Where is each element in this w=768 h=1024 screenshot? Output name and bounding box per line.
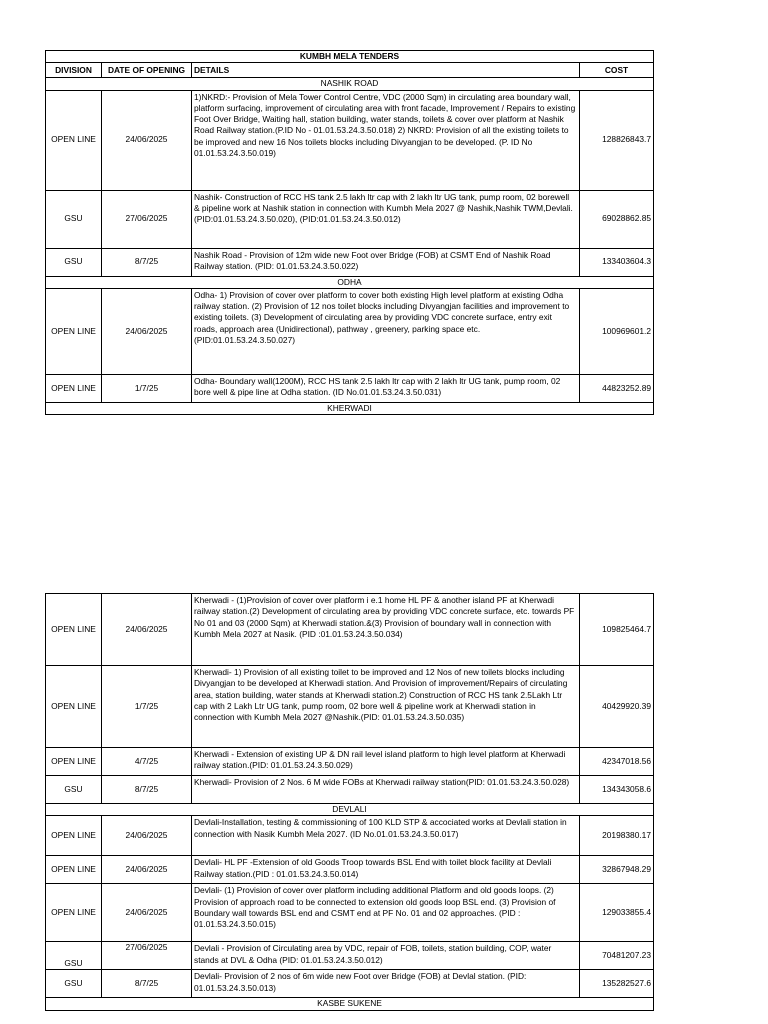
- table-row: [46, 856, 654, 884]
- division-cell: OPEN LINE: [46, 90, 102, 190]
- details-cell: Kherwadi- 1) Provision of all existing toilet to be improved and 12 Nos of new toilets blocks including Divyangjan to be developed at Kherwadi station. And Provision of improvement/Repairs of circulating area, station building, water stands at Kherwadi station.2) Construction of RCC HS tank 2.5Lakh Ltr cap with 2 Lakh Ltr UG tank, pump room, 02 bore well & pipeline work at Kherwadi station in connection with Kumbh Mela 2027 @Nashik.(PID: 01.01.53.24.3.50.035): [192, 666, 580, 748]
- table-row: [46, 942, 654, 970]
- date-cell: 24/06/2025: [102, 856, 192, 884]
- date-cell: 27/06/2025: [102, 190, 192, 248]
- cost-cell: 133403604.3: [580, 248, 654, 276]
- table-row: [46, 776, 654, 804]
- header-date: DATE OF OPENING: [102, 63, 192, 78]
- date-cell: 8/7/25: [102, 776, 192, 804]
- cost-cell: 44823252.89: [580, 374, 654, 402]
- table-row: [46, 970, 654, 998]
- division-cell: GSU: [46, 776, 102, 804]
- division-cell: OPEN LINE: [46, 594, 102, 666]
- details-cell: Devlali-Installation, testing & commissioning of 100 KLD STP & accociated works at Devlali station in connection with Nasik Kumbh Mela 2027. (ID No.01.01.53.24.3.50.017): [192, 816, 580, 856]
- date-cell: 24/06/2025: [102, 884, 192, 942]
- date-cell: 1/7/25: [102, 666, 192, 748]
- details-cell: Kherwadi - Extension of existing UP & DN rail level island platform to high level platform at Kherwadi railway station.(PID: 01.01.53.24.3.50.029): [192, 748, 580, 776]
- cost-cell: 109825464.7: [580, 594, 654, 666]
- date-cell: 24/06/2025: [102, 288, 192, 374]
- division-cell: OPEN LINE: [46, 666, 102, 748]
- details-cell: Kherwadi- Provision of 2 Nos. 6 M wide FOBs at Kherwadi railway station(PID: 01.01.53.24.3.50.028): [192, 776, 580, 804]
- section-devlali: DEVLALI: [46, 804, 654, 816]
- cost-cell: 42347018.56: [580, 748, 654, 776]
- division-cell: GSU: [46, 190, 102, 248]
- division-cell: OPEN LINE: [46, 288, 102, 374]
- details-cell: Kherwadi - (1)Provision of cover over platform i e.1 home HL PF & another island PF at Kherwadi railway station.(2) Development of circulating area by providing VDC concrete surface, etc. towards PF No 01 and 03 (2000 Sqm) at Kherwadi station.&(3) Provision of boundary wall in connection with Kumbh Mela 2027 at Nasik. (PID :01.01.53.24.3.50.034): [192, 594, 580, 666]
- cost-cell: 134343058.6: [580, 776, 654, 804]
- cost-cell: 100969601.2: [580, 288, 654, 374]
- section-kasbe-sukene: KASBE SUKENE: [46, 998, 654, 1010]
- tenders-table-bottom: [45, 593, 654, 1011]
- table-row: [46, 666, 654, 748]
- division-cell: GSU: [46, 248, 102, 276]
- cost-cell: 32867948.29: [580, 856, 654, 884]
- details-cell: Devlali- Provision of 2 nos of 6m wide new Foot over Bridge (FOB) at Devlal station. (PID: 01.01.53.24.3.50.013): [192, 970, 580, 998]
- details-cell: Devlali- (1) Provision of cover over platform including additional Platform and old goods loops. (2) Provision of approach road to be connected to extension old goods loop BSL end. (3) Provision of Boundary wall towards BSL end and CSMT end at PF No. 01 and 02 approaches. (PID : 01.01.53.24.3.50.015): [192, 884, 580, 942]
- cost-cell: 128826843.7: [580, 90, 654, 190]
- cost-cell: 135282527.6: [580, 970, 654, 998]
- date-cell: 1/7/25: [102, 374, 192, 402]
- table-row: [46, 816, 654, 856]
- date-cell: 27/06/2025: [102, 942, 192, 970]
- details-cell: Nashik- Construction of RCC HS tank 2.5 lakh ltr cap with 2 lakh ltr UG tank, pump room, 02 borewell & pipeline work at Nashik station in connection with Kumbh Mela 2027 @ Nashik,Nashik TWM,Devlali.(PID:01.01.53.24.3.50.020), (PID:01.01.53.24.3.50.012): [192, 190, 580, 248]
- division-cell: GSU: [46, 942, 102, 970]
- section-kherwadi: KHERWADI: [46, 402, 654, 414]
- details-cell: Devlali- HL PF -Extension of old Goods Troop towards BSL End with toilet block facility at Devlali Railway station.(PID : 01.01.53.24.3.50.014): [192, 856, 580, 884]
- header-details: DETAILS: [192, 63, 580, 78]
- division-cell: OPEN LINE: [46, 748, 102, 776]
- division-cell: OPEN LINE: [46, 884, 102, 942]
- header-cost: COST: [580, 63, 654, 78]
- division-cell: GSU: [46, 970, 102, 998]
- details-cell: Odha- 1) Provision of cover over platform to cover both existing High level platform at existing Odha railway station. (2) Provision of 12 nos toilet blocks including Divyangjan facilities and improvement to existing toilets. (3) Development of circulating area by providing VDC concrete surface, entry exit roads, approach area (Unidirectional), pathway , greenery, parking space etc. (PID:01.01.53.24.3.50.027): [192, 288, 580, 374]
- date-cell: 24/06/2025: [102, 90, 192, 190]
- details-cell: 1)NKRD:- Provision of Mela Tower Control Centre, VDC (2000 Sqm) in circulating area boundary wall, platform surfacing, improvement of circulating area with front facade, Improvement / Repairs to existing Foot Over Bridge, Waiting hall, station building, water stands, toilets & cover over platform at Nashik Road Railway station.(P.ID No - 01.01.53.24.3.50.018) 2) NKRD: Provision of all the existing toilets to be improved and new 16 Nos toilets blocks including Divyangjan to be developed. (P. ID No 01.01.53.24.3.50.019): [192, 90, 580, 190]
- table-row: [46, 190, 654, 248]
- date-cell: 24/06/2025: [102, 594, 192, 666]
- date-cell: 8/7/25: [102, 970, 192, 998]
- table-row: [46, 594, 654, 666]
- table-row: [46, 374, 654, 402]
- table-row: [46, 248, 654, 276]
- date-cell: 4/7/25: [102, 748, 192, 776]
- date-cell: 8/7/25: [102, 248, 192, 276]
- section-odha: ODHA: [46, 276, 654, 288]
- cost-cell: 20198380.17: [580, 816, 654, 856]
- division-cell: OPEN LINE: [46, 856, 102, 884]
- header-division: DIVISION: [46, 63, 102, 78]
- table-row: [46, 748, 654, 776]
- cost-cell: 129033855.4: [580, 884, 654, 942]
- cost-cell: 70481207.23: [580, 942, 654, 970]
- details-cell: Devlali - Provision of Circulating area by VDC, repair of FOB, toilets, station building, COP, water stands at DVL & Odha (PID: 01.01.53.24.3.50.012): [192, 942, 580, 970]
- table-row: [46, 884, 654, 942]
- details-cell: Odha- Boundary wall(1200M), RCC HS tank 2.5 lakh ltr cap with 2 lakh ltr UG tank, pump room, 02 bore well & pipe line at Odha station. (ID No.01.01.53.24.3.50.031): [192, 374, 580, 402]
- date-cell: 24/06/2025: [102, 816, 192, 856]
- cost-cell: 40429920.39: [580, 666, 654, 748]
- table-row: [46, 288, 654, 374]
- table-title: KUMBH MELA TENDERS: [46, 51, 654, 63]
- cost-cell: 69028862.85: [580, 190, 654, 248]
- tenders-table-top: [45, 50, 654, 415]
- details-cell: Nashik Road - Provision of 12m wide new Foot over Bridge (FOB) at CSMT End of Nashik Road Railway station. (PID: 01.01.53.24.3.50.022): [192, 248, 580, 276]
- division-cell: OPEN LINE: [46, 816, 102, 856]
- table-row: [46, 90, 654, 190]
- section-nashik-road: NASHIK ROAD: [46, 78, 654, 90]
- division-cell: OPEN LINE: [46, 374, 102, 402]
